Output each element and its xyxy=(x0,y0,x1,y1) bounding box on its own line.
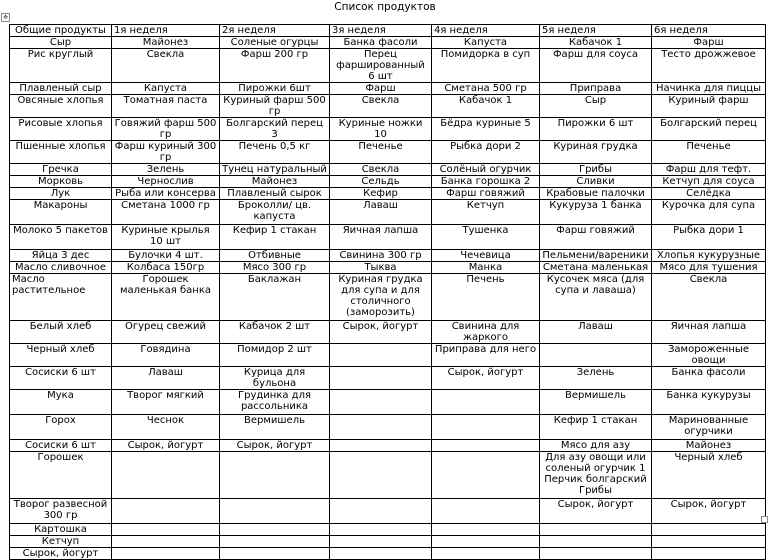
week-4-cell: Бёдра куриные 5 xyxy=(432,118,540,141)
week-5-cell xyxy=(540,344,652,367)
week-2-cell xyxy=(220,548,330,560)
general-product-cell: Рис круглый xyxy=(10,49,112,83)
week-6-cell: Яичная лапша xyxy=(652,321,766,344)
table-row xyxy=(10,83,766,95)
week-4-cell xyxy=(432,415,540,440)
general-product-cell: Творог развесной 300 гр xyxy=(10,499,112,524)
table-row xyxy=(10,262,766,274)
week-2-cell: Мясо 300 гр xyxy=(220,262,330,274)
week-3-cell xyxy=(330,524,432,536)
week-6-cell xyxy=(652,536,766,548)
table-row xyxy=(10,95,766,118)
week-5-cell: Сметана маленькая xyxy=(540,262,652,274)
week-3-cell: Лаваш xyxy=(330,200,432,225)
header-week-5: 5я неделя xyxy=(540,25,652,37)
header-week-2: 2я неделя xyxy=(220,25,330,37)
week-3-cell: Сырок, йогурт xyxy=(330,321,432,344)
week-6-cell: Начинка для пиццы xyxy=(652,83,766,95)
week-1-cell: Чеснок xyxy=(112,415,220,440)
week-2-cell: Пирожки 6шт xyxy=(220,83,330,95)
general-product-cell: Горох xyxy=(10,415,112,440)
week-1-cell: Сырок, йогурт xyxy=(112,440,220,452)
week-1-cell xyxy=(112,524,220,536)
week-2-cell: Кефир 1 стакан xyxy=(220,225,330,250)
week-5-cell: Сливки xyxy=(540,176,652,188)
table-row xyxy=(10,321,766,344)
week-4-cell: Тушенка xyxy=(432,225,540,250)
week-3-cell: Кефир xyxy=(330,188,432,200)
week-2-cell: Болгарский перец 3 xyxy=(220,118,330,141)
week-6-cell: Селёдка xyxy=(652,188,766,200)
week-2-cell: Баклажан xyxy=(220,274,330,321)
table-row xyxy=(10,141,766,164)
general-product-cell: Яйца 3 дес xyxy=(10,250,112,262)
week-3-cell: Яичная лапша xyxy=(330,225,432,250)
week-2-cell: Вермишель xyxy=(220,415,330,440)
week-3-cell: Фарш xyxy=(330,83,432,95)
week-1-cell: Говядина xyxy=(112,344,220,367)
week-6-cell xyxy=(652,524,766,536)
general-product-cell: Рисовые хлопья xyxy=(10,118,112,141)
week-6-cell: Банка фасоли xyxy=(652,367,766,390)
week-4-cell xyxy=(432,548,540,560)
week-6-cell: Черный хлеб xyxy=(652,452,766,499)
week-5-cell: Кабачок 1 xyxy=(540,37,652,49)
week-2-cell: Плавленый сырок xyxy=(220,188,330,200)
document-title: Список продуктов xyxy=(334,1,436,13)
general-product-cell: Белый хлеб xyxy=(10,321,112,344)
week-4-cell xyxy=(432,440,540,452)
week-3-cell xyxy=(330,440,432,452)
week-3-cell: Сельдь xyxy=(330,176,432,188)
week-2-cell: Грудинка для рассольника xyxy=(220,390,330,415)
week-3-cell: Свинина 300 гр xyxy=(330,250,432,262)
week-4-cell: Приправа для него xyxy=(432,344,540,367)
week-4-cell: Помидорка в суп xyxy=(432,49,540,83)
week-6-cell: Хлопья кукурузные xyxy=(652,250,766,262)
week-4-cell: Рыбка дори 2 xyxy=(432,141,540,164)
general-product-cell: Масло сливочное xyxy=(10,262,112,274)
header-week-6: 6я неделя xyxy=(652,25,766,37)
week-1-cell: Огурец свежий xyxy=(112,321,220,344)
week-2-cell: Кабачок 2 шт xyxy=(220,321,330,344)
general-product-cell: Мука xyxy=(10,390,112,415)
week-2-cell: Куриный фарш 500 гр xyxy=(220,95,330,118)
week-6-cell: Болгарский перец xyxy=(652,118,766,141)
week-2-cell xyxy=(220,524,330,536)
product-table xyxy=(9,24,766,560)
week-4-cell: Сметана 500 гр xyxy=(432,83,540,95)
general-product-cell: Плавленый сыр xyxy=(10,83,112,95)
week-5-cell: Для азу овощи или соленый огурчик 1 Перчик болгарский Грибы xyxy=(540,452,652,499)
week-2-cell: Печень 0,5 кг xyxy=(220,141,330,164)
general-product-cell: Картошка xyxy=(10,524,112,536)
table-row xyxy=(10,452,766,499)
table-row xyxy=(10,440,766,452)
week-1-cell: Капуста xyxy=(112,83,220,95)
table-row xyxy=(10,367,766,390)
general-product-cell: Сыр xyxy=(10,37,112,49)
week-3-cell xyxy=(330,367,432,390)
table-row xyxy=(10,37,766,49)
week-3-cell xyxy=(330,548,432,560)
week-3-cell xyxy=(330,452,432,499)
week-6-cell: Сырок, йогурт xyxy=(652,499,766,524)
header-week-3: 3я неделя xyxy=(330,25,432,37)
week-4-cell: Манка xyxy=(432,262,540,274)
general-product-cell: Сосиски 6 шт xyxy=(10,440,112,452)
week-6-cell: Тесто дрожжевое xyxy=(652,49,766,83)
week-5-cell: Фарш для соуса xyxy=(540,49,652,83)
table-row xyxy=(10,200,766,225)
week-2-cell: Тунец натуральный xyxy=(220,164,330,176)
week-3-cell: Куриная грудка для супа и для столичного (заморозить) xyxy=(330,274,432,321)
table-row xyxy=(10,415,766,440)
week-3-cell xyxy=(330,536,432,548)
week-6-cell: Майонез xyxy=(652,440,766,452)
table-row xyxy=(10,344,766,367)
week-3-cell xyxy=(330,390,432,415)
week-1-cell: Свекла xyxy=(112,49,220,83)
general-product-cell: Макароны xyxy=(10,200,112,225)
week-5-cell: Кукуруза 1 банка xyxy=(540,200,652,225)
week-4-cell xyxy=(432,452,540,499)
week-5-cell: Кусочек мяса (для супа и лаваша) xyxy=(540,274,652,321)
week-2-cell: Сырок, йогурт xyxy=(220,440,330,452)
table-row xyxy=(10,118,766,141)
table-row xyxy=(10,49,766,83)
table-resize-handle[interactable] xyxy=(761,516,768,523)
week-4-cell: Фарш говяжий xyxy=(432,188,540,200)
week-1-cell: Колбаса 150гр xyxy=(112,262,220,274)
table-row xyxy=(10,274,766,321)
week-5-cell: Пельмени/вареники xyxy=(540,250,652,262)
week-2-cell: Фарш 200 гр xyxy=(220,49,330,83)
week-5-cell: Крабовые палочки xyxy=(540,188,652,200)
week-1-cell xyxy=(112,452,220,499)
week-3-cell: Перец фаршированный 6 шт xyxy=(330,49,432,83)
table-row xyxy=(10,536,766,548)
week-2-cell xyxy=(220,499,330,524)
header-week-1: 1я неделя xyxy=(112,25,220,37)
week-4-cell: Чечевица xyxy=(432,250,540,262)
week-2-cell: Отбивные xyxy=(220,250,330,262)
week-4-cell: Печень xyxy=(432,274,540,321)
week-6-cell: Фарш xyxy=(652,37,766,49)
week-3-cell xyxy=(330,415,432,440)
week-6-cell: Рыбка дори 1 xyxy=(652,225,766,250)
week-3-cell: Свекла xyxy=(330,95,432,118)
week-1-cell xyxy=(112,548,220,560)
week-1-cell: Фарш куриный 300 гр xyxy=(112,141,220,164)
week-2-cell: Майонез xyxy=(220,176,330,188)
week-1-cell xyxy=(112,536,220,548)
week-4-cell: Банка горошка 2 xyxy=(432,176,540,188)
week-3-cell: Банка фасоли xyxy=(330,37,432,49)
week-1-cell: Булочки 4 шт. xyxy=(112,250,220,262)
week-6-cell: Мясо для тушения xyxy=(652,262,766,274)
week-3-cell: Тыква xyxy=(330,262,432,274)
table-row xyxy=(10,250,766,262)
header-week-4: 4я неделя xyxy=(432,25,540,37)
week-6-cell: Куриный фарш xyxy=(652,95,766,118)
week-5-cell: Грибы xyxy=(540,164,652,176)
general-product-cell: Сосиски 6 шт xyxy=(10,367,112,390)
general-product-cell: Кетчуп xyxy=(10,536,112,548)
week-2-cell: Курица для бульона xyxy=(220,367,330,390)
week-5-cell: Приправа xyxy=(540,83,652,95)
general-product-cell: Гречка xyxy=(10,164,112,176)
week-3-cell: Куриные ножки 10 xyxy=(330,118,432,141)
week-5-cell xyxy=(540,548,652,560)
general-product-cell: Пшенные хлопья xyxy=(10,141,112,164)
table-row xyxy=(10,176,766,188)
week-4-cell xyxy=(432,536,540,548)
week-6-cell: Курочка для супа xyxy=(652,200,766,225)
week-2-cell xyxy=(220,536,330,548)
week-3-cell: Печенье xyxy=(330,141,432,164)
week-4-cell: Сырок, йогурт xyxy=(432,367,540,390)
week-2-cell: Броколли/ цв. капуста xyxy=(220,200,330,225)
week-4-cell: Капуста xyxy=(432,37,540,49)
table-row xyxy=(10,164,766,176)
week-4-cell: Кабачок 1 xyxy=(432,95,540,118)
week-1-cell: Чернослив xyxy=(112,176,220,188)
week-1-cell xyxy=(112,499,220,524)
week-6-cell: Маринованные огурчики xyxy=(652,415,766,440)
week-5-cell: Фарш говяжий xyxy=(540,225,652,250)
week-3-cell: Свекла xyxy=(330,164,432,176)
week-1-cell: Майонез xyxy=(112,37,220,49)
week-4-cell xyxy=(432,499,540,524)
week-1-cell: Говяжий фарш 500 гр xyxy=(112,118,220,141)
week-4-cell: Кетчуп xyxy=(432,200,540,225)
week-4-cell: Солёный огурчик xyxy=(432,164,540,176)
week-6-cell: Замороженные овощи xyxy=(652,344,766,367)
table-row xyxy=(10,499,766,524)
general-product-cell: Лук xyxy=(10,188,112,200)
week-5-cell xyxy=(540,524,652,536)
week-5-cell: Зелень xyxy=(540,367,652,390)
general-product-cell: Черный хлеб xyxy=(10,344,112,367)
week-4-cell: Свинина для жаркого xyxy=(432,321,540,344)
week-5-cell: Мясо для азу xyxy=(540,440,652,452)
header-general: Общие продукты xyxy=(10,25,112,37)
general-product-cell: Сырок, йогурт xyxy=(10,548,112,560)
week-4-cell xyxy=(432,524,540,536)
week-6-cell: Банка кукурузы xyxy=(652,390,766,415)
week-6-cell: Печенье xyxy=(652,141,766,164)
week-3-cell xyxy=(330,344,432,367)
week-5-cell xyxy=(540,536,652,548)
week-6-cell: Свекла xyxy=(652,274,766,321)
week-1-cell: Горошек маленькая банка xyxy=(112,274,220,321)
week-1-cell: Зелень xyxy=(112,164,220,176)
general-product-cell: Морковь xyxy=(10,176,112,188)
week-6-cell xyxy=(652,548,766,560)
week-5-cell: Пирожки 6 шт xyxy=(540,118,652,141)
week-1-cell: Куриные крылья 10 шт xyxy=(112,225,220,250)
week-3-cell xyxy=(330,499,432,524)
week-1-cell: Сметана 1000 гр xyxy=(112,200,220,225)
table-row xyxy=(10,548,766,560)
week-1-cell: Томатная паста xyxy=(112,95,220,118)
week-1-cell: Рыба или консерва xyxy=(112,188,220,200)
week-5-cell: Сырок, йогурт xyxy=(540,499,652,524)
general-product-cell: Масло растительное xyxy=(10,274,112,321)
table-row xyxy=(10,390,766,415)
week-4-cell xyxy=(432,390,540,415)
table-row xyxy=(10,225,766,250)
week-5-cell: Лаваш xyxy=(540,321,652,344)
week-5-cell: Кефир 1 стакан xyxy=(540,415,652,440)
week-5-cell: Вермишель xyxy=(540,390,652,415)
table-row xyxy=(10,524,766,536)
week-2-cell: Соленые огурцы xyxy=(220,37,330,49)
general-product-cell: Горошек xyxy=(10,452,112,499)
week-6-cell: Фарш для тефт. xyxy=(652,164,766,176)
table-row xyxy=(10,188,766,200)
week-2-cell: Помидор 2 шт xyxy=(220,344,330,367)
week-5-cell: Куриная грудка xyxy=(540,141,652,164)
general-product-cell: Молоко 5 пакетов xyxy=(10,225,112,250)
week-1-cell: Творог мягкий xyxy=(112,390,220,415)
week-5-cell: Сыр xyxy=(540,95,652,118)
general-product-cell: Овсяные хлопья xyxy=(10,95,112,118)
table-header-row xyxy=(10,25,766,37)
table-move-handle[interactable]: ✥ xyxy=(2,14,9,21)
week-6-cell: Кетчуп для соуса xyxy=(652,176,766,188)
week-1-cell: Лаваш xyxy=(112,367,220,390)
week-2-cell xyxy=(220,452,330,499)
